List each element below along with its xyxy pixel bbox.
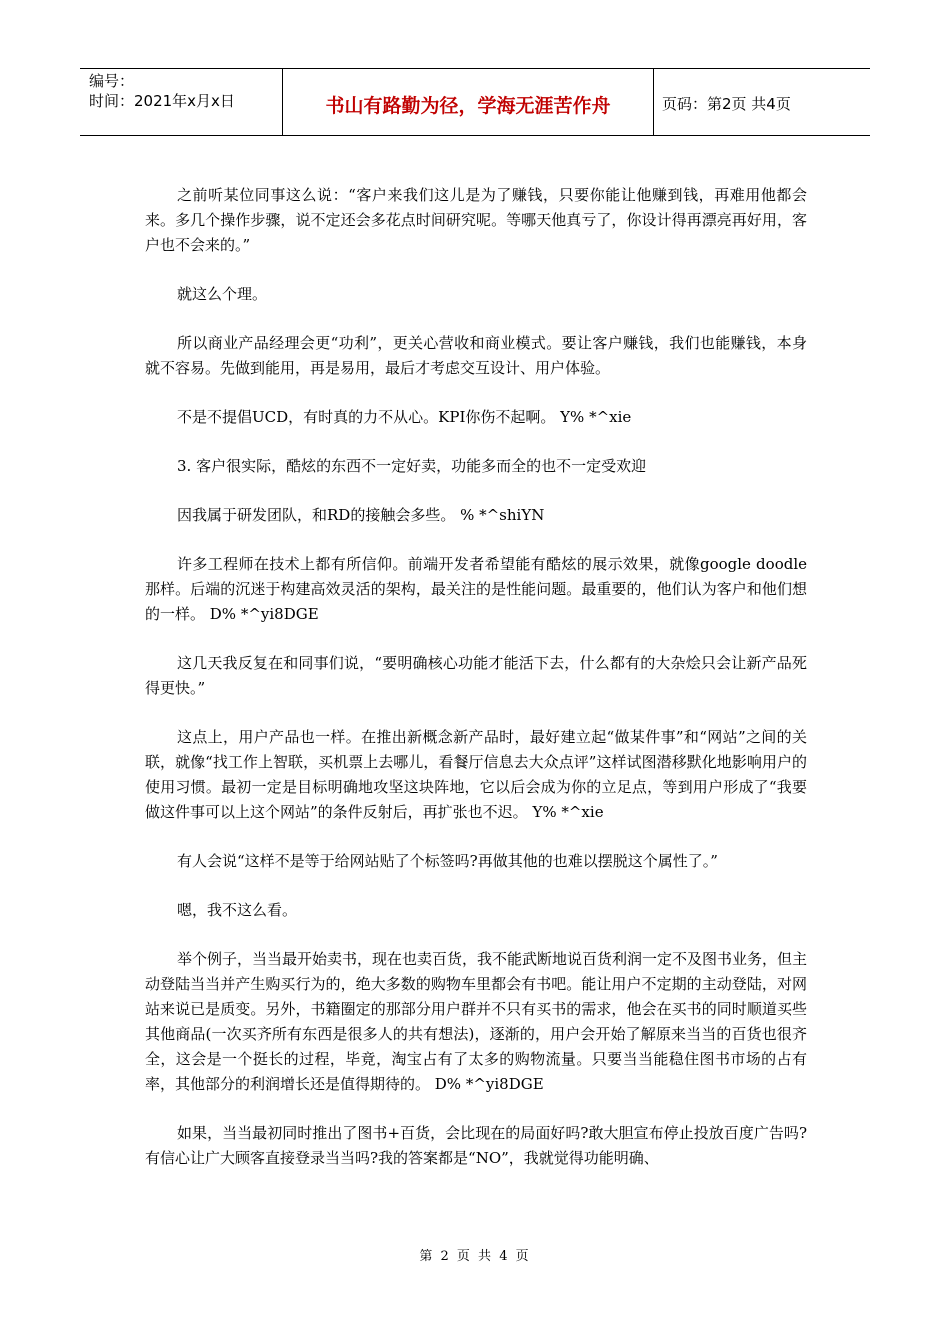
paragraph: 嗯，我不这么看。 bbox=[177, 901, 298, 919]
page-footer: 第 2 页 共 4 页 bbox=[419, 1249, 531, 1264]
paragraph: 之前听某位同事这么说：“客户来我们这儿是为了赚钱，只要你能让他赚到钱，再难用他都会来。多几个操作步骤，说不定还会多花点时间研究呢。等哪天他真亏了，你设计得再漂亮再好用，客户也不会来的。” bbox=[145, 186, 807, 254]
header-page-info: 页码：第2页 共4页 bbox=[662, 94, 791, 113]
page-header bbox=[80, 68, 870, 136]
paragraph: 这几天我反复在和同事们说，“要明确核心功能才能活下去，什么都有的大杂烩只会让新产品死得更快。” bbox=[145, 654, 807, 697]
paragraph: 举个例子，当当最开始卖书，现在也卖百货，我不能武断地说百货利润一定不及图书业务，但主动登陆当当并产生购买行为的，绝大多数的购物车里都会有书吧。能让用户不定期的主动登陆，对网站来说已是质变。另外，书籍圈定的那部分用户群并不只有买书的需求，他会在买书的同时顺道买些其他商品(一次买齐所有东西是很多人的共有想法)，逐渐的，用户会开始了解原来当当的百货也很齐全，这会是一个挺长的过程，毕竟，淘宝占有了太多的购物流量。只要当当能稳住图书市场的占有率，其他部分的利润增长还是值得期待的。 D% *^yi8DGE bbox=[145, 950, 808, 1093]
paragraph: 如果，当当最初同时推出了图书+百货，会比现在的局面好吗?敢大胆宣布停止投放百度广告吗?有信心让广大顾客直接登录当当吗?我的答案都是“NO”，我就觉得功能明确、 bbox=[145, 1124, 807, 1167]
paragraph: 3. 客户很实际，酷炫的东西不一定好卖，功能多而全的也不一定受欢迎 bbox=[177, 457, 647, 475]
document-date: 时间：2021年x月x日 bbox=[89, 92, 235, 110]
paragraph: 因我属于研发团队，和RD的接触会多些。 % *^shiYN bbox=[177, 506, 545, 524]
paragraph: 所以商业产品经理会更“功利”，更关心营收和商业模式。要让客户赚钱，我们也能赚钱，本身就不容易。先做到能用，再是易用，最后才考虑交互设计、用户体验。 bbox=[145, 334, 807, 377]
header-motto: 书山有路勤为径，学海无涯苦作舟 bbox=[283, 69, 654, 135]
paragraph: 不是不提倡UCD，有时真的力不从心。KPI你伤不起啊。 Y% *^xie bbox=[177, 408, 632, 426]
paragraph: 有人会说“这样不是等于给网站贴了个标签吗?再做其他的也难以摆脱这个属性了。” bbox=[177, 852, 718, 870]
paragraph: 许多工程师在技术上都有所信仰。前端开发者希望能有酷炫的展示效果，就像google doodle那样。后端的沉迷于构建高效灵活的架构，最关注的是性能问题。最重要的，他们认为客户和他们想的一样。 D% *^yi8DGE bbox=[145, 555, 807, 623]
paragraph: 就这么个理。 bbox=[177, 285, 268, 303]
document-body bbox=[145, 183, 807, 1195]
document-number-label: 编号： bbox=[89, 72, 135, 90]
header-meta bbox=[80, 69, 283, 135]
paragraph: 这点上，用户产品也一样。在推出新概念新产品时，最好建立起“做某件事”和“网站”之间的关联，就像“找工作上智联，买机票上去哪儿，看餐厅信息去大众点评”这样试图潜移默化地影响用户的使用习惯。最初一定是目标明确地攻坚这块阵地，它以后会成为你的立足点，等到用户形成了“我要做这件事可以上这个网站”的条件反射后，再扩张也不迟。 Y% *^xie bbox=[145, 728, 807, 821]
